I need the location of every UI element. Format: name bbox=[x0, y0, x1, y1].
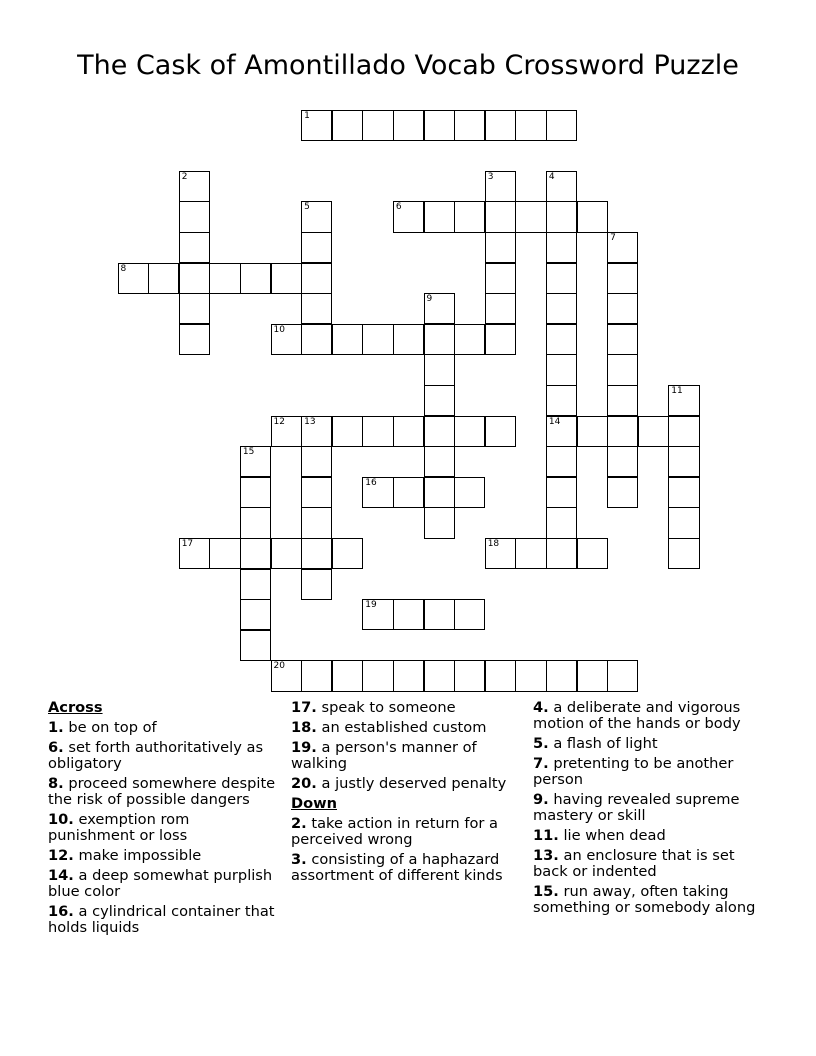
grid-cell[interactable] bbox=[424, 477, 455, 508]
clue-number: 6 bbox=[395, 202, 402, 213]
grid-cell[interactable] bbox=[209, 263, 240, 294]
grid-cell[interactable] bbox=[240, 263, 271, 294]
clue-text: lie when dead bbox=[558, 827, 666, 844]
clue-number: 5 bbox=[304, 202, 310, 213]
grid-cell[interactable] bbox=[301, 263, 332, 294]
grid-cell[interactable] bbox=[607, 477, 638, 508]
grid-cell[interactable] bbox=[301, 110, 332, 141]
clue-item bbox=[291, 700, 523, 716]
clue-number: 7 bbox=[610, 232, 616, 243]
grid-cell[interactable] bbox=[485, 293, 516, 324]
grid-cell[interactable] bbox=[515, 660, 546, 691]
grid-cell[interactable] bbox=[607, 263, 638, 294]
grid-cell[interactable] bbox=[393, 599, 424, 630]
clue-number: 20 bbox=[273, 661, 285, 672]
grid-cell[interactable] bbox=[546, 232, 577, 263]
grid-cell[interactable] bbox=[607, 232, 638, 263]
clue-column-2 bbox=[291, 700, 523, 888]
grid-cell[interactable] bbox=[546, 446, 577, 477]
grid-cell[interactable] bbox=[301, 324, 332, 355]
grid-cell[interactable] bbox=[240, 477, 271, 508]
grid-cell[interactable] bbox=[332, 538, 363, 569]
clue-number: 18 bbox=[487, 538, 500, 549]
clue-item bbox=[533, 828, 773, 844]
clue-number-label: 14. bbox=[48, 867, 74, 884]
grid-cell[interactable] bbox=[485, 660, 516, 691]
grid-cell[interactable] bbox=[485, 110, 516, 141]
clue-text: a deep somewhat purplish blue color bbox=[48, 867, 273, 900]
grid-cell[interactable] bbox=[546, 538, 577, 569]
clue-number: 1 bbox=[304, 110, 310, 121]
grid-cell[interactable] bbox=[271, 416, 302, 447]
grid-cell[interactable] bbox=[424, 110, 455, 141]
grid-cell[interactable] bbox=[362, 477, 393, 508]
clue-text: exemption rom punishment or loss bbox=[48, 811, 190, 844]
grid-cell[interactable] bbox=[301, 446, 332, 477]
clue-column-1 bbox=[48, 700, 280, 940]
clue-text: set forth authoritatively as obligatory bbox=[48, 739, 264, 772]
grid-cell[interactable] bbox=[301, 416, 332, 447]
grid-cell[interactable] bbox=[607, 660, 638, 691]
clue-item bbox=[48, 848, 280, 864]
grid-cell[interactable] bbox=[424, 201, 455, 232]
grid-cell[interactable] bbox=[485, 416, 516, 447]
grid-cell[interactable] bbox=[577, 416, 608, 447]
grid-cell[interactable] bbox=[546, 660, 577, 691]
clue-text: be on top of bbox=[63, 719, 157, 736]
clue-number-label: 7. bbox=[533, 755, 549, 772]
grid-cell[interactable] bbox=[577, 538, 608, 569]
clue-number-label: 8. bbox=[48, 775, 64, 792]
clue-number: 10 bbox=[273, 324, 285, 335]
grid-cell[interactable] bbox=[362, 660, 393, 691]
grid-cell[interactable] bbox=[301, 569, 332, 600]
grid-cell[interactable] bbox=[240, 446, 271, 477]
clue-item bbox=[48, 720, 280, 736]
clue-number: 14 bbox=[548, 416, 561, 427]
grid-cell[interactable] bbox=[424, 507, 455, 538]
grid-cell[interactable] bbox=[454, 416, 485, 447]
grid-cell[interactable] bbox=[179, 171, 210, 202]
grid-cell[interactable] bbox=[424, 324, 455, 355]
down-heading: Down bbox=[291, 795, 338, 812]
clue-number-label: 12. bbox=[48, 847, 74, 864]
grid-cell[interactable] bbox=[577, 660, 608, 691]
grid-cell[interactable] bbox=[607, 416, 638, 447]
clue-text: consisting of a haphazard assortment of different kinds bbox=[291, 851, 503, 884]
clue-number-label: 11. bbox=[533, 827, 559, 844]
grid-cell[interactable] bbox=[607, 354, 638, 385]
grid-cell[interactable] bbox=[118, 263, 149, 294]
clue-number: 17 bbox=[181, 538, 194, 549]
grid-cell[interactable] bbox=[485, 232, 516, 263]
clue-text: a deliberate and vigorous motion of the hands or body bbox=[533, 699, 741, 732]
clue-number-label: 19. bbox=[291, 739, 317, 756]
grid-cell[interactable] bbox=[179, 293, 210, 324]
grid-cell[interactable] bbox=[240, 599, 271, 630]
grid-cell[interactable] bbox=[454, 110, 485, 141]
clue-number: 8 bbox=[120, 263, 127, 274]
grid-cell[interactable] bbox=[424, 446, 455, 477]
grid-cell[interactable] bbox=[271, 324, 302, 355]
grid-cell[interactable] bbox=[607, 446, 638, 477]
across-heading: Across bbox=[48, 699, 103, 716]
grid-cell[interactable] bbox=[271, 263, 302, 294]
clue-text: pretenting to be another person bbox=[533, 755, 734, 788]
grid-cell[interactable] bbox=[179, 324, 210, 355]
grid-cell[interactable] bbox=[515, 201, 546, 232]
grid-cell[interactable] bbox=[485, 171, 516, 202]
page-title: The Cask of Amontillado Vocab Crossword Puzzle bbox=[77, 50, 739, 81]
grid-cell[interactable] bbox=[454, 660, 485, 691]
grid-cell[interactable] bbox=[393, 201, 424, 232]
grid-cell[interactable] bbox=[424, 293, 455, 324]
grid-cell[interactable] bbox=[546, 354, 577, 385]
grid-cell[interactable] bbox=[362, 324, 393, 355]
clue-number: 3 bbox=[487, 171, 494, 182]
grid-cell[interactable] bbox=[393, 110, 424, 141]
grid-cell[interactable] bbox=[332, 416, 363, 447]
grid-cell[interactable] bbox=[362, 416, 393, 447]
clue-number-label: 13. bbox=[533, 847, 559, 864]
grid-cell[interactable] bbox=[179, 201, 210, 232]
clue-number-label: 6. bbox=[48, 739, 64, 756]
clue-item bbox=[48, 868, 280, 900]
grid-cell[interactable] bbox=[271, 538, 302, 569]
clue-text: an enclosure that is set back or indented bbox=[533, 847, 735, 880]
clue-text: speak to someone bbox=[316, 699, 456, 716]
grid-cell[interactable] bbox=[424, 599, 455, 630]
grid-cell[interactable] bbox=[577, 201, 608, 232]
grid-cell[interactable] bbox=[332, 324, 363, 355]
clue-number: 15 bbox=[242, 447, 255, 458]
grid-cell[interactable] bbox=[668, 446, 699, 477]
clue-item bbox=[533, 884, 773, 916]
grid-cell[interactable] bbox=[301, 507, 332, 538]
grid-cell[interactable] bbox=[240, 538, 271, 569]
clue-item bbox=[533, 736, 773, 752]
grid-cell[interactable] bbox=[485, 324, 516, 355]
grid-cell[interactable] bbox=[209, 538, 240, 569]
grid-cell[interactable] bbox=[393, 477, 424, 508]
clue-number: 9 bbox=[426, 294, 433, 305]
grid-cell[interactable] bbox=[607, 293, 638, 324]
grid-cell[interactable] bbox=[546, 477, 577, 508]
clue-text: a flash of light bbox=[548, 735, 658, 752]
grid-cell[interactable] bbox=[546, 324, 577, 355]
grid-cell[interactable] bbox=[148, 263, 179, 294]
grid-cell[interactable] bbox=[668, 385, 699, 416]
grid-cell[interactable] bbox=[301, 538, 332, 569]
clue-number-label: 20. bbox=[291, 775, 317, 792]
clue-text: a justly deserved penalty bbox=[316, 775, 507, 792]
grid-cell[interactable] bbox=[546, 201, 577, 232]
grid-cell[interactable] bbox=[424, 416, 455, 447]
clue-text: having revealed supreme mastery or skill bbox=[533, 791, 740, 824]
grid-cell[interactable] bbox=[240, 507, 271, 538]
clue-number: 2 bbox=[181, 171, 188, 182]
clue-number-label: 17. bbox=[291, 699, 317, 716]
grid-cell[interactable] bbox=[240, 630, 271, 661]
grid-cell[interactable] bbox=[515, 110, 546, 141]
grid-cell[interactable] bbox=[454, 477, 485, 508]
grid-cell[interactable] bbox=[485, 201, 516, 232]
grid-cell[interactable] bbox=[179, 538, 210, 569]
clue-number-label: 10. bbox=[48, 811, 74, 828]
grid-cell[interactable] bbox=[515, 538, 546, 569]
grid-cell[interactable] bbox=[454, 324, 485, 355]
grid-cell[interactable] bbox=[301, 201, 332, 232]
clue-text: take action in return for a perceived wrong bbox=[291, 815, 498, 848]
grid-cell[interactable] bbox=[362, 110, 393, 141]
grid-cell[interactable] bbox=[485, 263, 516, 294]
clue-item bbox=[48, 904, 280, 936]
grid-cell[interactable] bbox=[179, 263, 210, 294]
clue-number-label: 9. bbox=[533, 791, 549, 808]
clue-number-label: 15. bbox=[533, 883, 559, 900]
clue-item bbox=[533, 848, 773, 880]
grid-cell[interactable] bbox=[424, 660, 455, 691]
grid-cell[interactable] bbox=[393, 324, 424, 355]
grid-cell[interactable] bbox=[668, 538, 699, 569]
grid-cell[interactable] bbox=[546, 171, 577, 202]
clue-item bbox=[48, 812, 280, 844]
grid-cell[interactable] bbox=[546, 385, 577, 416]
grid-cell[interactable] bbox=[638, 416, 669, 447]
clue-item bbox=[291, 740, 523, 772]
clue-number-label: 5. bbox=[533, 735, 549, 752]
grid-cell[interactable] bbox=[393, 416, 424, 447]
grid-cell[interactable] bbox=[179, 232, 210, 263]
clue-number-label: 16. bbox=[48, 903, 74, 920]
grid-cell[interactable] bbox=[240, 569, 271, 600]
clue-number-label: 4. bbox=[533, 699, 549, 716]
clue-number-label: 2. bbox=[291, 815, 307, 832]
grid-cell[interactable] bbox=[301, 477, 332, 508]
grid-cell[interactable] bbox=[332, 660, 363, 691]
grid-cell[interactable] bbox=[668, 507, 699, 538]
grid-cell[interactable] bbox=[301, 293, 332, 324]
grid-cell[interactable] bbox=[424, 354, 455, 385]
clue-item bbox=[533, 756, 773, 788]
clue-number-label: 1. bbox=[48, 719, 64, 736]
clue-item bbox=[48, 740, 280, 772]
grid-cell[interactable] bbox=[454, 599, 485, 630]
grid-cell[interactable] bbox=[546, 263, 577, 294]
clue-text: run away, often taking something or somebody along bbox=[533, 883, 756, 916]
clue-text: proceed somewhere despite the risk of possible dangers bbox=[48, 775, 276, 808]
clue-number: 16 bbox=[365, 477, 377, 488]
grid-cell[interactable] bbox=[668, 416, 699, 447]
grid-cell[interactable] bbox=[546, 293, 577, 324]
grid-cell[interactable] bbox=[546, 507, 577, 538]
clue-text: an established custom bbox=[316, 719, 487, 736]
clue-number: 12 bbox=[273, 416, 285, 427]
clue-number: 19 bbox=[365, 600, 377, 611]
grid-cell[interactable] bbox=[668, 477, 699, 508]
grid-cell[interactable] bbox=[362, 599, 393, 630]
grid-cell[interactable] bbox=[607, 324, 638, 355]
clue-item bbox=[291, 852, 523, 884]
grid-cell[interactable] bbox=[485, 538, 516, 569]
clue-number: 13 bbox=[304, 416, 316, 427]
grid-cell[interactable] bbox=[271, 660, 302, 691]
grid-cell[interactable] bbox=[546, 416, 577, 447]
clue-column-3 bbox=[533, 700, 773, 920]
clue-number-label: 18. bbox=[291, 719, 317, 736]
clue-number-label: 3. bbox=[291, 851, 307, 868]
clue-number: 11 bbox=[671, 385, 683, 396]
clue-item bbox=[48, 776, 280, 808]
grid-cell[interactable] bbox=[546, 110, 577, 141]
clue-text: a cylindrical container that holds liquids bbox=[48, 903, 275, 936]
clue-item bbox=[533, 700, 773, 732]
grid-cell[interactable] bbox=[424, 385, 455, 416]
grid-cell[interactable] bbox=[454, 201, 485, 232]
clue-text: a person's manner of walking bbox=[291, 739, 477, 772]
clue-number: 4 bbox=[548, 171, 555, 182]
clue-text: make impossible bbox=[73, 847, 202, 864]
clue-item bbox=[291, 776, 523, 792]
grid-cell[interactable] bbox=[301, 232, 332, 263]
clue-item bbox=[533, 792, 773, 824]
grid-cell[interactable] bbox=[332, 110, 363, 141]
grid-cell[interactable] bbox=[301, 660, 332, 691]
grid-cell[interactable] bbox=[393, 660, 424, 691]
clue-item bbox=[291, 816, 523, 848]
grid-cell[interactable] bbox=[607, 385, 638, 416]
clue-item bbox=[291, 720, 523, 736]
